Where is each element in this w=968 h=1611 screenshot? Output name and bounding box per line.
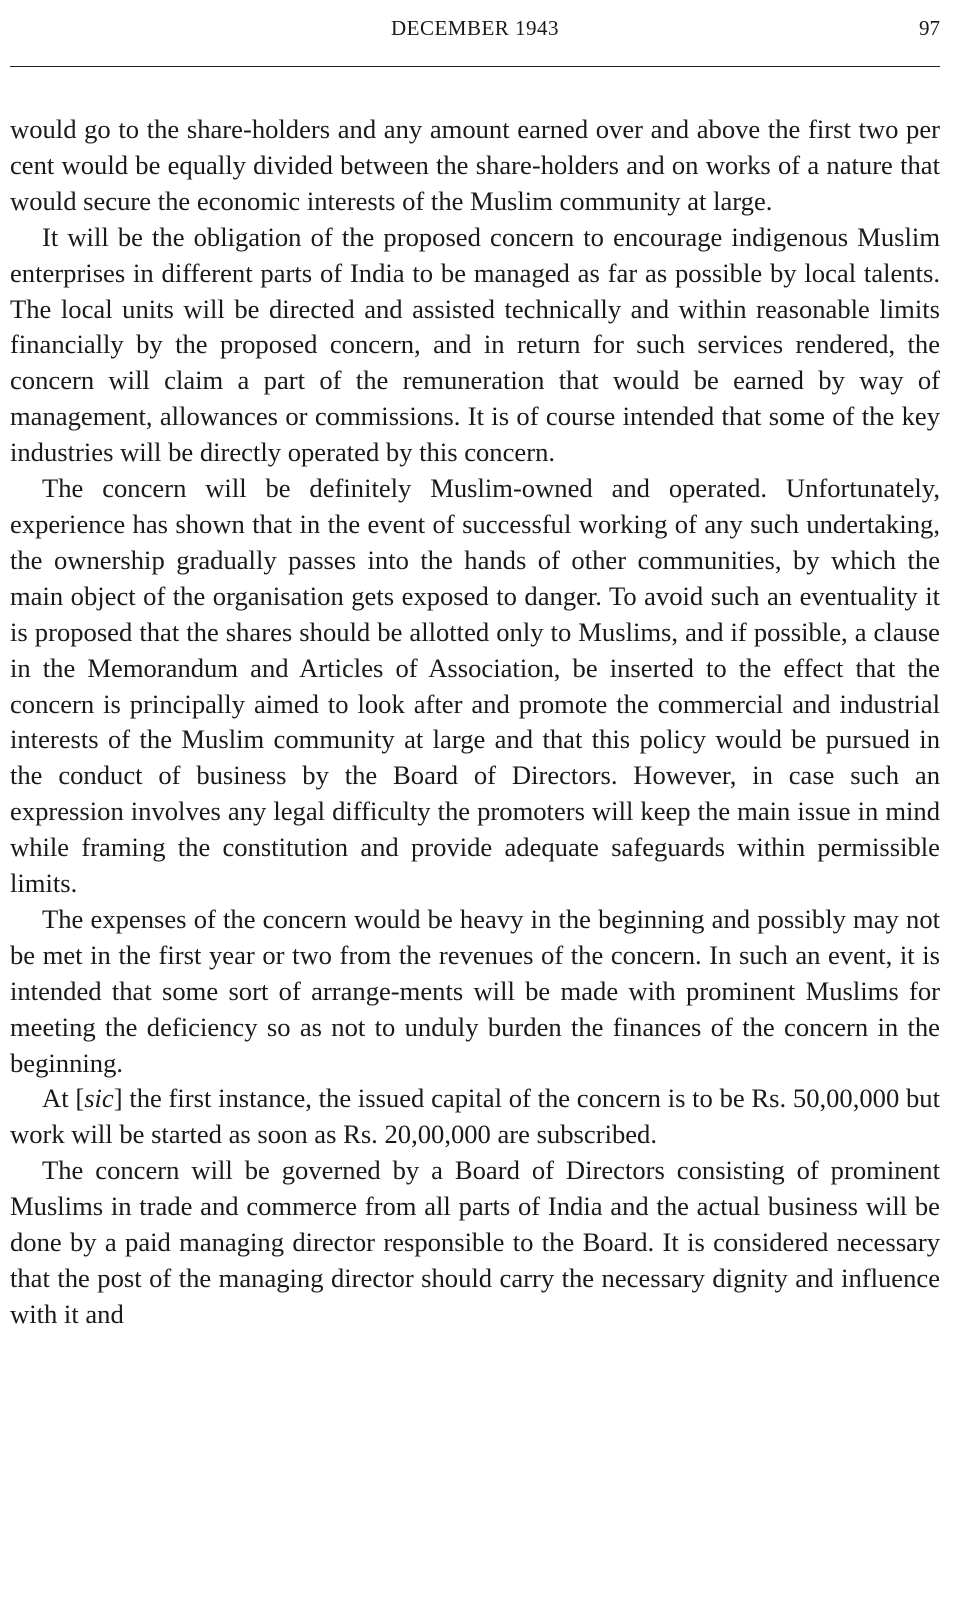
header-rule xyxy=(10,66,940,67)
paragraph-expenses: The expenses of the concern would be heavy in the beginning and possibly may not be met in the first year or two from the revenues of the concern. In such an event, it is intended that some sort of arrange-ments will be made with prominent Muslims for meeting the deficiency so as not to unduly burden the finances of the concern in the beginning. xyxy=(10,903,940,1078)
paragraph-capital xyxy=(10,1081,940,1153)
paragraph-continuation: would go to the share-holders and any amount earned over and above the first two per cent would be equally divided between the share-holders and on works of a nature that would secure the economic interests of the Muslim community at large. xyxy=(10,114,940,216)
paragraph-ownership: The concern will be definitely Muslim-owned and operated. Unfortunately, experience has shown that in the event of successful working of any such undertaking, the ownership gradually passes into the hands of other communities, by which the main object of the organisation gets exposed to danger. To avoid such an eventuality it is proposed that the shares should be allotted only to Muslims, and if possible, a clause in the Memorandum and Articles of Association, be inserted to the effect that the concern is principally aimed to look after and promote the commercial and industrial interests of the Muslim community at large and that this policy would be pursued in the conduct of business by the Board of Directors. However, in case such an expression involves any legal difficulty the promoters will keep the main issue in mind while framing the constitution and provide adequate safeguards within permissible limits. xyxy=(10,473,940,899)
page-number: 97 xyxy=(919,16,940,40)
sic-annotation: sic xyxy=(84,1083,114,1114)
paragraph-governance: The concern will be governed by a Board of Directors consisting of prominent Muslims in trade and commerce from all parts of India and the actual business will be done by a paid managing director responsible to the Board. It is considered necessary that the post of the managing director should carry the necessary dignity and influence with it and xyxy=(10,1155,940,1329)
capital-text-rest: ] the first instance, the issued capital of the concern is to be Rs. 50,00,000 but work will be started as soon as Rs. 20,00,000 are subscribed. xyxy=(10,1083,940,1150)
running-head: DECEMBER 1943 xyxy=(390,16,560,40)
capital-text-start: At [ xyxy=(42,1083,85,1114)
body-text xyxy=(10,112,940,1333)
paragraph-obligation: It will be the obligation of the proposed concern to encourage indigenous Muslim enterprises in different parts of India to be managed as far as possible by local talents. The local units will be directed and assisted technically and within reasonable limits financially by the proposed concern, and in return for such services rendered, the concern will claim a part of the remuneration that would be earned by way of management, allowances or commissions. It is of course intended that some of the key industries will be directly operated by this concern. xyxy=(10,221,940,468)
page-header xyxy=(10,8,940,44)
